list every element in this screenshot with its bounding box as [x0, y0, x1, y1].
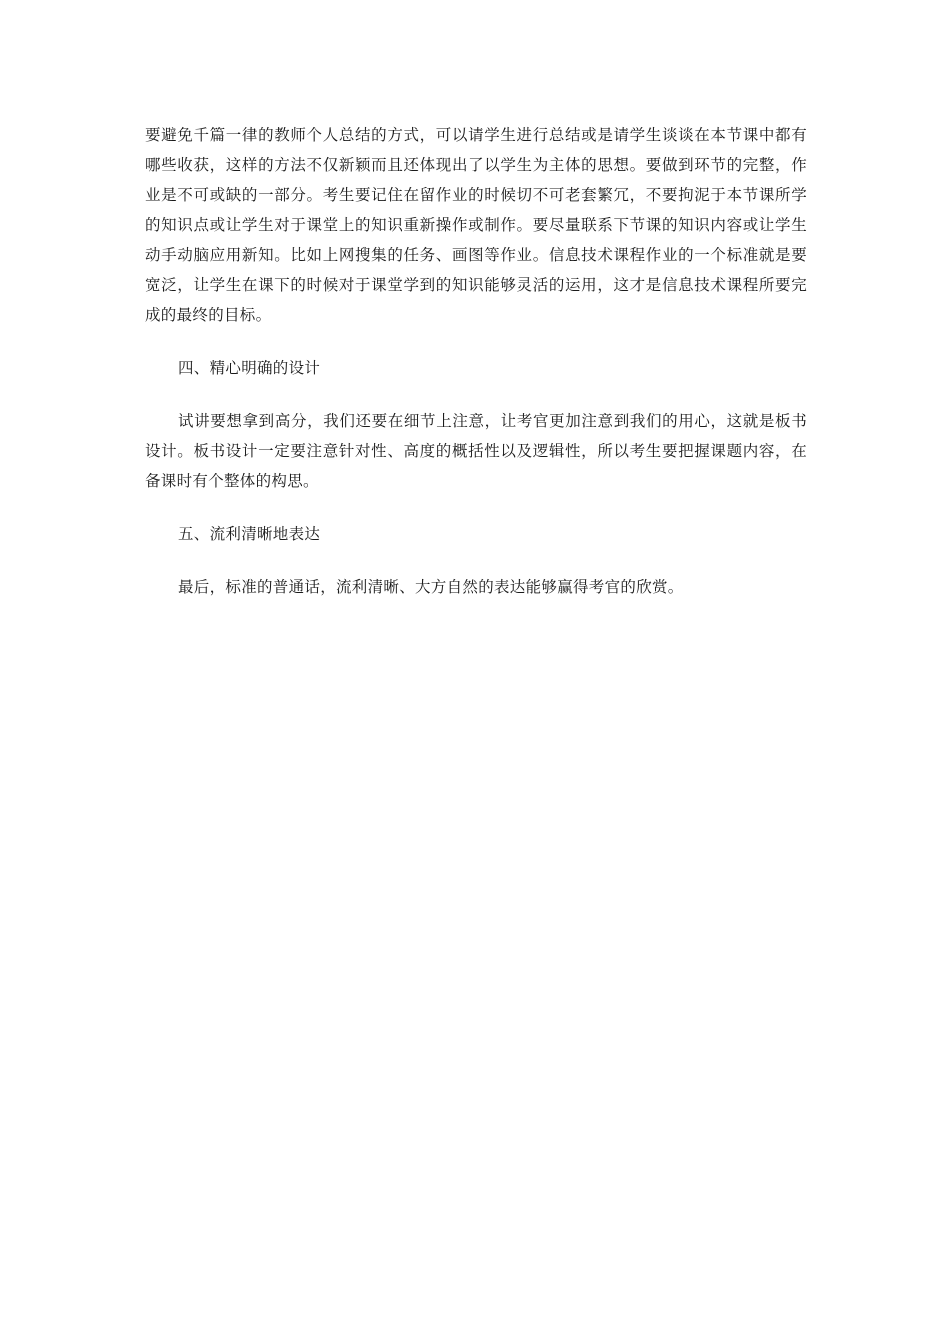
paragraph-spacer [145, 330, 807, 353]
paragraph-spacer [145, 496, 807, 519]
paragraph-summary-homework: 要避免千篇一律的教师个人总结的方式，可以请学生进行总结或是请学生谈谈在本节课中都有哪些收获，这样的方法不仅新颖而且还体现出了以学生为主体的思想。要做到环节的完整，作业是不可或缺的一部分。考生要记住在留作业的时候切不可老套繁冗，不要拘泥于本节课所学的知识点或让学生对于课堂上的知识重新操作或制作。要尽量联系下节课的知识内容或让学生动手动脑应用新知。比如上网搜集的任务、画图等作业。信息技术课程作业的一个标准就是要宽泛，让学生在课下的时候对于课堂学到的知识能够灵活的运用，这才是信息技术课程所要完成的最终的目标。 [145, 126, 807, 324]
document-body [145, 120, 807, 602]
paragraph-spacer [145, 383, 807, 406]
section-heading-design: 四、精心明确的设计 [178, 359, 321, 377]
section-heading-expression: 五、流利清晰地表达 [178, 525, 321, 543]
paragraph-board-design: 试讲要想拿到高分，我们还要在细节上注意，让考官更加注意到我们的用心，这就是板书设计。板书设计一定要注意针对性、高度的概括性以及逻辑性，所以考生要把握课题内容，在备课时有个整体的构思。 [145, 412, 807, 490]
paragraph-spacer [145, 549, 807, 572]
paragraph-conclusion: 最后，标准的普通话，流利清晰、大方自然的表达能够赢得考官的欣赏。 [178, 578, 684, 596]
